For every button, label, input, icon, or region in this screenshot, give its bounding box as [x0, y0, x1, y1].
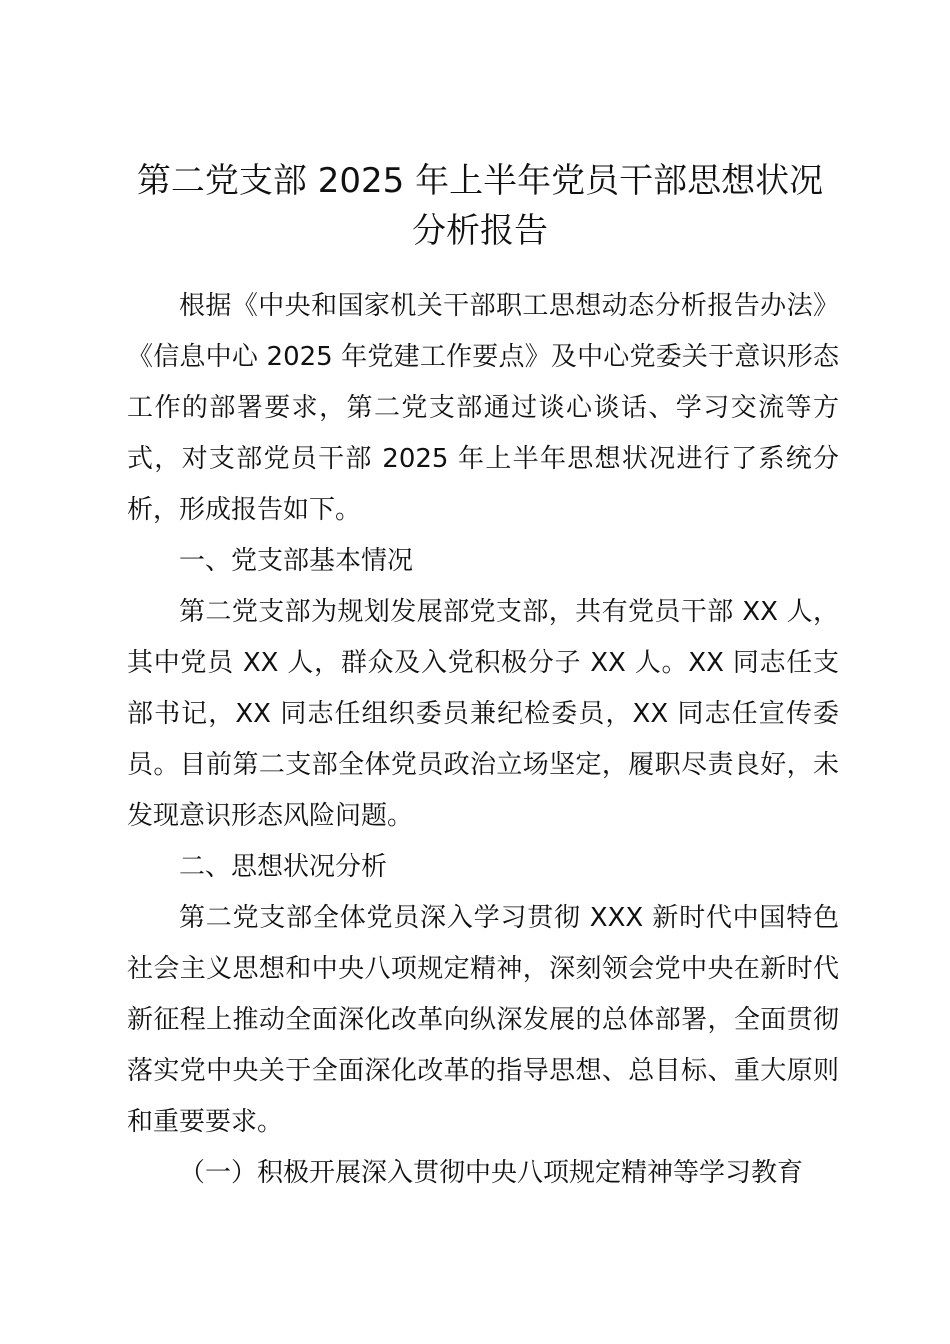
title-line-1: 第二党支部 2025 年上半年党员干部思想状况	[136, 161, 824, 201]
intro-paragraph: 根据《中央和国家机关干部职工思想动态分析报告办法》《信息中心 2025 年党建工作要点》及中心党委关于意识形态工作的部署要求，第二党支部通过谈心谈话、学习交流等方式，对支部党员干部 2025 年上半年思想状况进行了系统分析，形成报告如下。	[127, 291, 839, 525]
document-title	[110, 156, 850, 256]
title-line-2: 分析报告	[412, 211, 548, 251]
section-heading-1: 一、党支部基本情况	[179, 546, 414, 576]
document-body	[127, 281, 839, 1199]
subsection-heading-1: （一）积极开展深入贯彻中央八项规定精神等学习教育	[179, 1158, 804, 1188]
section-heading-2: 二、思想状况分析	[179, 852, 388, 882]
basic-info-paragraph: 第二党支部为规划发展部党支部，共有党员干部 XX 人，其中党员 XX 人，群众及入党积极分子 XX 人。XX 同志任支部书记，XX 同志任组织委员兼纪检委员，XX 同志任宣传委员。目前第二支部全体党员政治立场坚定，履职尽责良好，未发现意识形态风险问题。	[127, 597, 839, 831]
analysis-paragraph: 第二党支部全体党员深入学习贯彻 XXX 新时代中国特色社会主义思想和中央八项规定精神，深刻领会党中央在新时代新征程上推动全面深化改革向纵深发展的总体部署，全面贯彻落实党中央关于全面深化改革的指导思想、总目标、重大原则和重要要求。	[127, 903, 839, 1137]
